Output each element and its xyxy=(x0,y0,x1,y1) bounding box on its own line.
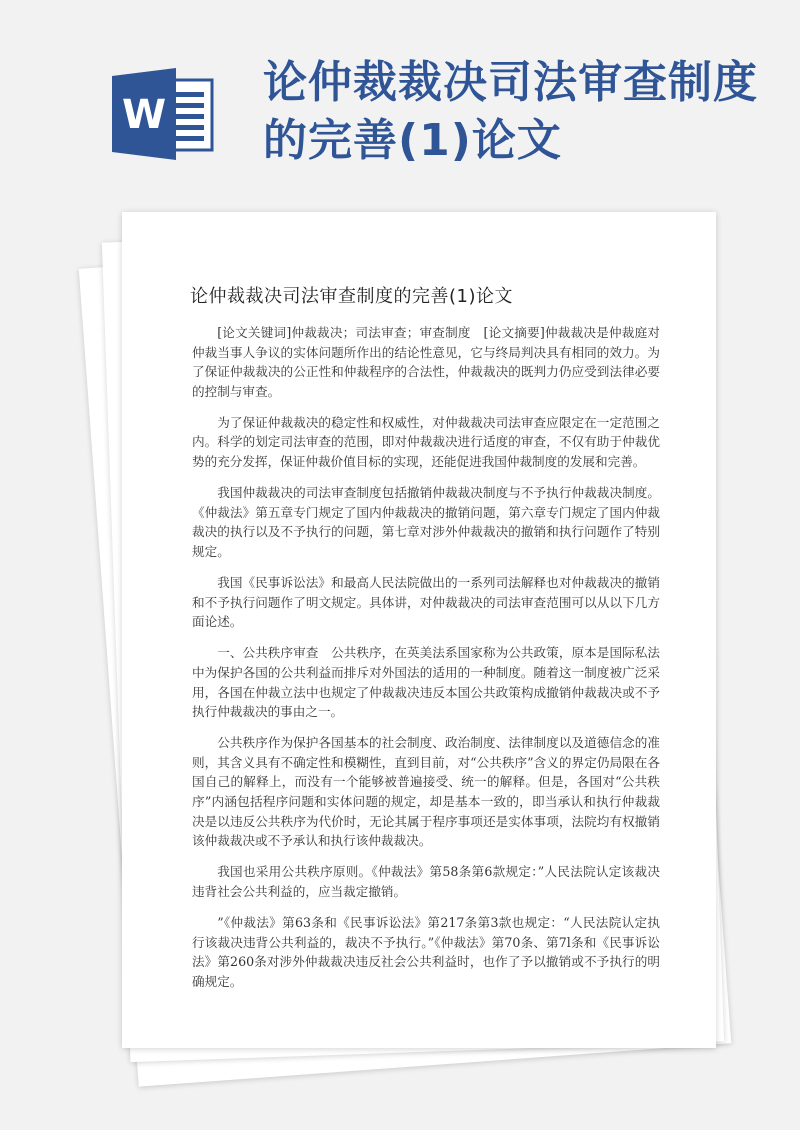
document-title: 论仲裁裁决司法审查制度的完善(1)论文 xyxy=(190,286,513,307)
paragraph: 公共秩序作为保护各国基本的社会制度、政治制度、法律制度以及道德信念的准则，其含义具有不确定性和模糊性，直到目前，对“公共秩序”含义的界定仍局限在各国自己的解释上，而没有一个能够被普遍接受、统一的解释。但是，各国对“公共秩序”内涵包括程序问题和实体问题的规定，却是基本一致的，即当承认和执行仲裁裁决是以违反公共秩序为代价时，无论其属于程序事项还是实体事项，法院均有权撤销该仲裁裁决或不予承认和执行该仲裁裁决。 xyxy=(192,735,660,849)
document-body xyxy=(192,323,660,1003)
word-document-icon xyxy=(110,68,218,160)
paragraph: 我国仲裁裁决的司法审查制度包括撤销仲裁裁决制度与不予执行仲裁裁决制度。《仲裁法》第五章专门规定了国内仲裁裁决的撤销问题，第六章专门规定了国内仲裁裁决的执行以及不予执行的问题，第七章对涉外仲裁裁决的撤销和执行问题作了特别规定。 xyxy=(192,485,660,559)
paragraph: ”《仲裁法》第63条和《民事诉讼法》第217条第3款也规定：“人民法院认定执行该裁决违背公共利益的，裁决不予执行。”《仲裁法》第70条、第7l条和《民事诉讼法》第260条对涉外仲裁裁决违反社会公共利益时，也作了予以撤销或不予执行的明确规定。 xyxy=(192,914,660,989)
paragraph: 一、公共秩序审查 公共秩序，在英美法系国家称为公共政策，原本是国际私法中为保护各国的公共利益而排斥对外国法的适用的一种制度。随着这一制度被广泛采用，各国在仲裁立法中也规定了仲裁裁决违反本国公共政策构成撤销仲裁裁决或不予执行仲裁裁决的事由之一。 xyxy=(192,645,660,720)
page-title: 论仲裁裁决司法审查制度的完善(1)论文 xyxy=(263,57,758,166)
paragraph: [论文关键词]仲裁裁决；司法审查；审查制度 [论文摘要]仲裁裁决是仲裁庭对仲裁当事人争议的实体问题所作出的结论性意见，它与终局判决具有相同的效力。为了保证仲裁裁决的公正性和仲裁程序的合法性，仲裁裁决的既判力仍应受到法律必要的控制与审查。 xyxy=(192,325,660,399)
paragraph: 我国《民事诉讼法》和最高人民法院做出的一系列司法解释也对仲裁裁决的撤销和不予执行问题作了明文规定。具体讲，对仲裁裁决的司法审查范围可以从以下几方面论述。 xyxy=(192,575,660,630)
svg-text:W: W xyxy=(121,92,167,138)
paragraph: 为了保证仲裁裁决的稳定性和权威性，对仲裁裁决司法审查应限定在一定范围之内。科学的划定司法审查的范围，即对仲裁裁决进行适度的审查，不仅有助于仲裁优势的充分发挥，保证仲裁价值目标的实现，还能促进我国仲裁制度的发展和完善。 xyxy=(192,414,660,470)
paragraph: 我国也采用公共秩序原则。《仲裁法》第58条第6款规定：”人民法院认定该裁决违背社会公共利益的，应当裁定撤销。 xyxy=(192,864,660,899)
